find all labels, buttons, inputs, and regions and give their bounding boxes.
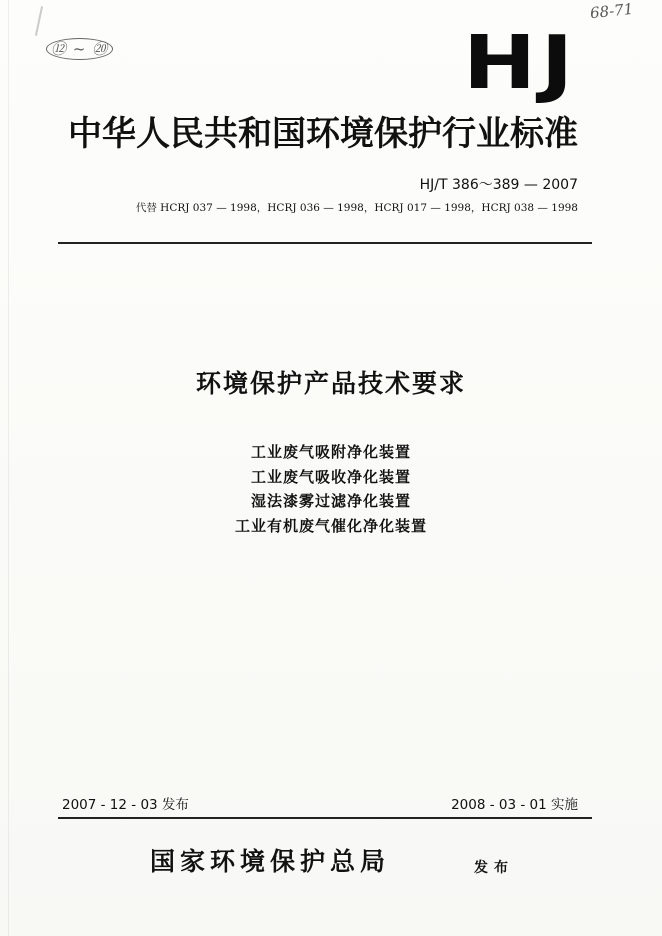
organization-title: 中华人民共和国环境保护行业标准 [68, 114, 578, 154]
handwritten-page-range: ⑫ ~ ⑳ [46, 38, 113, 60]
standard-number: HJ/T 386～389 — 2007 [419, 177, 578, 193]
issuer-suffix: 发布 [474, 860, 514, 876]
issuing-authority: 国家环境保护总局 [150, 847, 391, 876]
bottom-divider [58, 817, 592, 819]
subtitle-item: 湿法漆雾过滤净化装置 [250, 492, 411, 510]
subtitle-item: 工业废气吸收净化装置 [250, 467, 411, 486]
handwritten-note-top-right: 68-71 [589, 0, 635, 23]
replaces-standards: 代替 HCRJ 037 — 1998，HCRJ 036 — 1998，HCRJ 017 — 1998，HCRJ 038 — 1998 [135, 202, 578, 214]
hj-logo: HJ [463, 20, 579, 106]
publish-date: 2007 - 12 - 03 发布 [62, 797, 189, 813]
subtitle-item: 工业有机废气催化净化装置 [234, 516, 427, 535]
handwritten-mark [35, 6, 43, 36]
handwritten-note-top-left [46, 38, 113, 60]
subtitle-list [0, 440, 662, 538]
top-divider [58, 242, 592, 244]
subtitle-item: 工业废气吸附净化装置 [250, 443, 411, 461]
main-title: 环境保护产品技术要求 [195, 369, 466, 398]
effective-date: 2008 - 03 - 01 实施 [451, 797, 578, 813]
